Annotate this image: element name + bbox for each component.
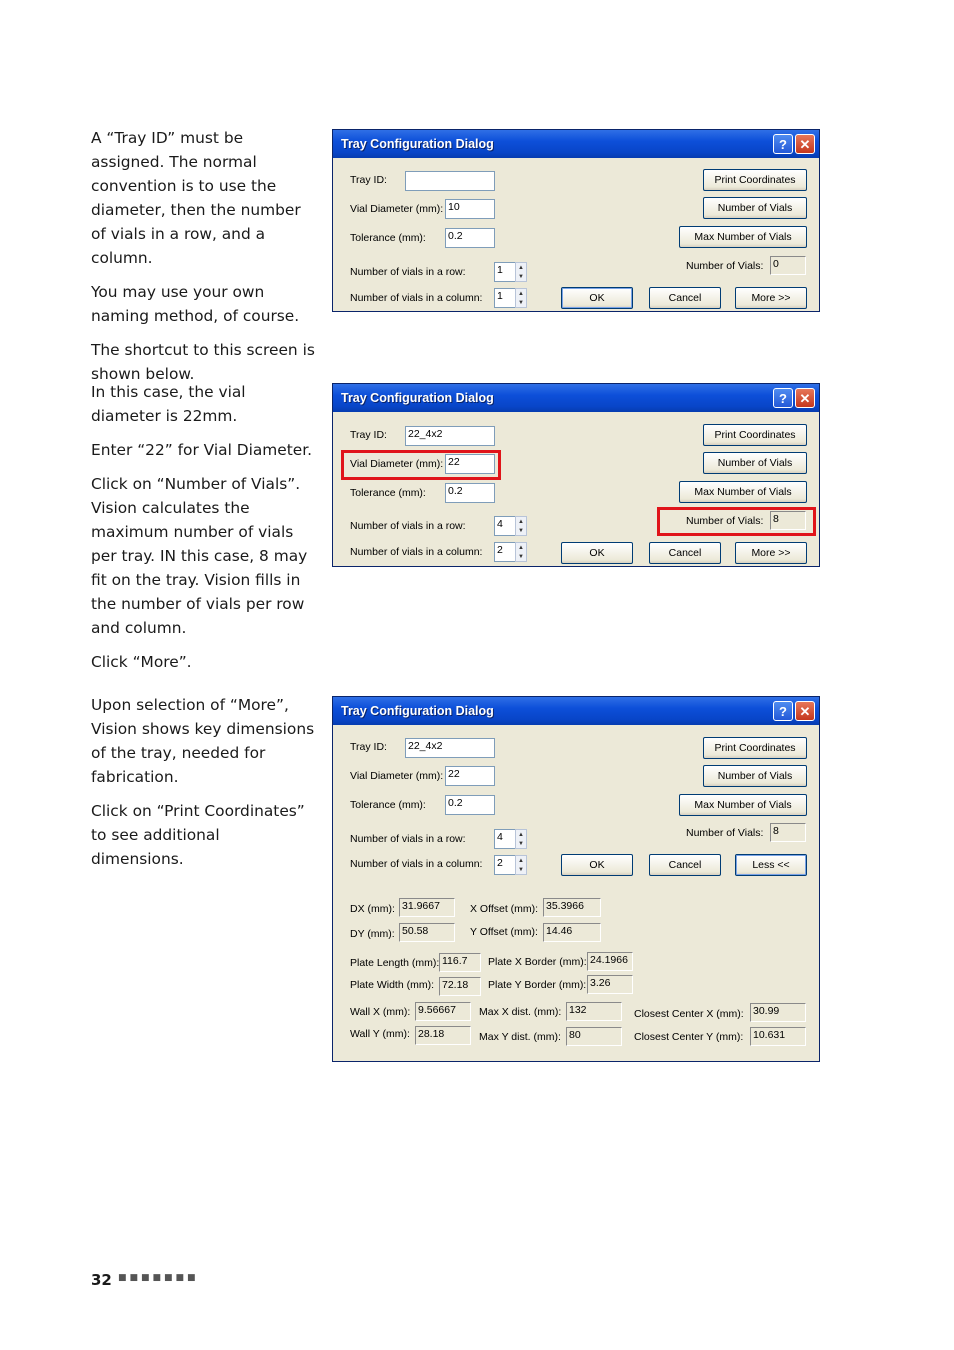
dx-label: DX (mm): xyxy=(350,903,395,915)
paragraph: A “Tray ID” must be assigned. The normal convention is to use the diameter, then the number of vials in a row, and a column. xyxy=(91,129,301,267)
tray-id-label: Tray ID: xyxy=(350,174,387,186)
vial-diameter-label: Vial Diameter (mm): xyxy=(350,770,444,782)
vials-row-spinner[interactable]: ▲ ▼ xyxy=(515,516,527,536)
help-icon[interactable]: ? xyxy=(773,134,793,154)
tolerance-input[interactable]: 0.2 xyxy=(445,483,495,503)
tray-id-label: Tray ID: xyxy=(350,741,387,753)
vial-diameter-input[interactable]: 22 xyxy=(445,766,495,786)
ok-button[interactable]: OK xyxy=(561,854,633,876)
center-x-label: Closest Center X (mm): xyxy=(634,1008,744,1020)
number-of-vials-button[interactable]: Number of Vials xyxy=(703,197,807,219)
dy-label: DY (mm): xyxy=(350,928,395,940)
cancel-button[interactable]: Cancel xyxy=(649,542,721,564)
num-vials-label: Number of Vials: xyxy=(686,827,764,839)
close-icon[interactable]: ✕ xyxy=(795,388,815,408)
text-block-1 xyxy=(91,126,316,396)
max-x-label: Max X dist. (mm): xyxy=(479,1006,562,1018)
max-y-label: Max Y dist. (mm): xyxy=(479,1031,561,1043)
num-vials-value: 8 xyxy=(770,511,806,530)
close-icon[interactable]: ✕ xyxy=(795,134,815,154)
vials-row-label: Number of vials in a row: xyxy=(350,520,466,532)
tolerance-label: Tolerance (mm): xyxy=(350,487,426,499)
max-number-of-vials-button[interactable]: Max Number of Vials xyxy=(679,226,807,248)
title-bar xyxy=(333,384,819,412)
vials-row-label: Number of vials in a row: xyxy=(350,833,466,845)
dialog-title: Tray Configuration Dialog xyxy=(341,137,494,151)
print-coordinates-button[interactable]: Print Coordinates xyxy=(703,737,807,759)
num-vials-value: 8 xyxy=(770,823,806,842)
vials-col-spinner[interactable]: ▲ ▼ xyxy=(515,542,527,562)
print-coordinates-button[interactable]: Print Coordinates xyxy=(703,424,807,446)
help-icon[interactable]: ? xyxy=(773,388,793,408)
center-y-value: 10.631 xyxy=(750,1027,806,1046)
tolerance-label: Tolerance (mm): xyxy=(350,799,426,811)
plate-y-border-label: Plate Y Border (mm): xyxy=(488,979,587,991)
more-button[interactable]: More >> xyxy=(735,542,807,564)
vials-col-input[interactable]: 1 xyxy=(494,288,516,308)
text-block-3 xyxy=(91,693,316,881)
tolerance-input[interactable]: 0.2 xyxy=(445,228,495,248)
plate-x-border-value: 24.1966 xyxy=(587,952,633,971)
x-offset-label: X Offset (mm): xyxy=(470,903,539,915)
plate-y-border-value: 3.26 xyxy=(587,975,633,994)
wall-y-label: Wall Y (mm): xyxy=(350,1028,410,1040)
vials-col-label: Number of vials in a column: xyxy=(350,546,483,558)
page-number: 32 xyxy=(91,1271,112,1289)
x-offset-value: 35.3966 xyxy=(543,898,601,917)
max-x-value: 132 xyxy=(566,1002,622,1021)
num-vials-label: Number of Vials: xyxy=(686,515,764,527)
vials-col-label: Number of vials in a column: xyxy=(350,292,483,304)
num-vials-label: Number of Vials: xyxy=(686,260,764,272)
tray-id-input[interactable]: 22_4x2 xyxy=(405,738,495,758)
wall-x-value: 9.56667 xyxy=(415,1002,471,1021)
number-of-vials-button[interactable]: Number of Vials xyxy=(703,765,807,787)
tolerance-input[interactable]: 0.2 xyxy=(445,795,495,815)
vials-row-spinner[interactable]: ▲ ▼ xyxy=(515,262,527,282)
y-offset-value: 14.46 xyxy=(543,923,601,942)
max-y-value: 80 xyxy=(566,1027,622,1046)
tray-config-dialog-2 xyxy=(332,383,820,567)
vials-col-spinner[interactable]: ▲ ▼ xyxy=(515,855,527,875)
wall-y-value: 28.18 xyxy=(415,1026,471,1045)
plate-length-value: 116.7 xyxy=(439,953,481,972)
vials-col-spinner[interactable]: ▲ ▼ xyxy=(515,288,527,308)
center-y-label: Closest Center Y (mm): xyxy=(634,1031,744,1043)
tray-config-dialog-3 xyxy=(332,696,820,1062)
dx-value: 31.9667 xyxy=(399,898,455,917)
vials-row-label: Number of vials in a row: xyxy=(350,266,466,278)
vials-row-input[interactable]: 1 xyxy=(494,262,516,282)
ok-button[interactable]: OK xyxy=(561,542,633,564)
help-icon[interactable]: ? xyxy=(773,701,793,721)
vial-diameter-label: Vial Diameter (mm): xyxy=(350,203,444,215)
tray-id-input[interactable]: 22_4x2 xyxy=(405,426,495,446)
plate-x-border-label: Plate X Border (mm): xyxy=(488,956,587,968)
paragraph: Click “More”. xyxy=(91,653,192,671)
y-offset-label: Y Offset (mm): xyxy=(470,926,538,938)
max-number-of-vials-button[interactable]: Max Number of Vials xyxy=(679,481,807,503)
tray-id-input[interactable] xyxy=(405,171,495,191)
plate-length-label: Plate Length (mm): xyxy=(350,957,440,969)
less-button[interactable]: Less << xyxy=(735,854,807,876)
vial-diameter-input[interactable]: 22 xyxy=(445,454,495,474)
vials-col-input[interactable]: 2 xyxy=(494,542,516,562)
dy-value: 50.58 xyxy=(399,923,455,942)
more-button[interactable]: More >> xyxy=(735,287,807,309)
paragraph: Click on “Print Coordinates” to see additional dimensions. xyxy=(91,802,305,868)
print-coordinates-button[interactable]: Print Coordinates xyxy=(703,169,807,191)
max-number-of-vials-button[interactable]: Max Number of Vials xyxy=(679,794,807,816)
vials-col-input[interactable]: 2 xyxy=(494,855,516,875)
paragraph: In this case, the vial diameter is 22mm. xyxy=(91,383,246,425)
paragraph: Enter “22” for Vial Diameter. xyxy=(91,441,313,459)
paragraph: The shortcut to this screen is shown below. xyxy=(91,341,315,383)
vials-row-input[interactable]: 4 xyxy=(494,516,516,536)
title-bar xyxy=(333,130,819,158)
paragraph: Upon selection of “More”, Vision shows key dimensions of the tray, needed for fabrication. xyxy=(91,696,315,786)
tray-id-label: Tray ID: xyxy=(350,429,387,441)
paragraph: Click on “Number of Vials”. Vision calculates the maximum number of vials per tray. IN this case, 8 may fit on the tray. Vision fills in the number of vials per row and column. xyxy=(91,475,308,637)
number-of-vials-button[interactable]: Number of Vials xyxy=(703,452,807,474)
dialog-title: Tray Configuration Dialog xyxy=(341,704,494,718)
paragraph: You may use your own naming method, of course. xyxy=(91,283,300,325)
vials-row-spinner[interactable]: ▲ ▼ xyxy=(515,829,527,849)
text-block-2 xyxy=(91,380,316,684)
plate-width-value: 72.18 xyxy=(439,977,481,996)
close-icon[interactable]: ✕ xyxy=(795,701,815,721)
cancel-button[interactable]: Cancel xyxy=(649,854,721,876)
center-x-value: 30.99 xyxy=(750,1003,806,1022)
ok-button[interactable]: OK xyxy=(561,287,633,309)
tray-config-dialog-1 xyxy=(332,129,820,312)
page-dots: ■■■■■■■ xyxy=(118,1273,199,1283)
dialog-title: Tray Configuration Dialog xyxy=(341,391,494,405)
title-bar xyxy=(333,697,819,725)
vials-row-input[interactable]: 4 xyxy=(494,829,516,849)
plate-width-label: Plate Width (mm): xyxy=(350,979,435,991)
vials-col-label: Number of vials in a column: xyxy=(350,858,483,870)
wall-x-label: Wall X (mm): xyxy=(350,1006,411,1018)
vial-diameter-input[interactable]: 10 xyxy=(445,199,495,219)
tolerance-label: Tolerance (mm): xyxy=(350,232,426,244)
cancel-button[interactable]: Cancel xyxy=(649,287,721,309)
num-vials-value: 0 xyxy=(770,256,806,275)
vial-diameter-label: Vial Diameter (mm): xyxy=(350,458,444,470)
